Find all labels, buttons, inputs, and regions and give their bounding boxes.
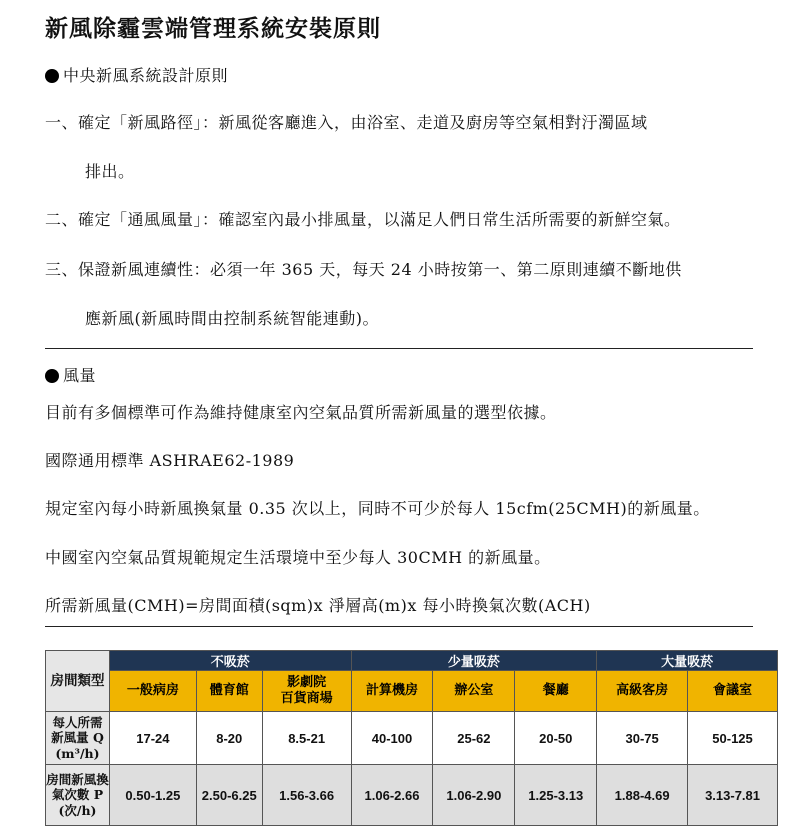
principle-3-cont: 應新風(新風時間由控制系統智能連動)。: [85, 309, 379, 328]
table-cell: 3.13-7.81: [688, 765, 778, 826]
airflow-standard-table: [45, 650, 778, 826]
group-light-smoking: 少量吸菸: [351, 651, 597, 671]
room-header: 計算機房: [351, 671, 433, 712]
room-header: 影劇院 百貨商場: [262, 671, 351, 712]
section1-heading-text: 中央新風系統設計原則: [63, 66, 229, 85]
table-cell: 50-125: [688, 712, 778, 765]
room-header: 高級客房: [597, 671, 688, 712]
ashrae-rule: 規定室內每小時新風換氣量 0.35 次以上，同時不可少於每人 15cfm(25CMH)的新風量。: [45, 499, 710, 518]
table-cell: 30-75: [597, 712, 688, 765]
page-title: 新風除霾雲端管理系統安裝原則: [45, 15, 381, 42]
principle-1: 一、確定「新風路徑」：新風從客廳進入，由浴室、走道及廚房等空氣相對汙濁區域: [45, 113, 648, 132]
table-cell: 1.25-3.13: [515, 765, 597, 826]
ashrae-standard: 國際通用標準 ASHRAE62-1989: [45, 451, 295, 470]
table-cell: 25-62: [433, 712, 515, 765]
room-header: 餐廳: [515, 671, 597, 712]
room-header: 一般病房: [109, 671, 196, 712]
china-rule: 中國室內空氣品質規範規定生活環境中至少每人 30CMH 的新風量。: [45, 548, 551, 567]
table-cell: 8.5-21: [262, 712, 351, 765]
room-header: 會議室: [688, 671, 778, 712]
section1-heading: [45, 63, 228, 86]
table-cell: 2.50-6.25: [196, 765, 262, 826]
row-label-air-changes: 房間新風換 氣次數 P (次/h): [46, 765, 110, 826]
section2-heading: [45, 363, 96, 386]
group-heavy-smoking: 大量吸菸: [597, 651, 778, 671]
principle-1-cont: 排出。: [85, 162, 135, 181]
bullet-icon: [45, 69, 59, 83]
divider: [45, 626, 753, 627]
table-cell: 1.56-3.66: [262, 765, 351, 826]
room-header: 體育館: [196, 671, 262, 712]
table-row: [46, 765, 778, 826]
table-cell: 20-50: [515, 712, 597, 765]
airflow-formula: 所需新風量(CMH)=房間面積(sqm)x 淨層高(m)x 每小時換氣次數(ACH): [45, 596, 591, 615]
divider: [45, 348, 753, 349]
table-cell: 0.50-1.25: [109, 765, 196, 826]
table-cell: 17-24: [109, 712, 196, 765]
principle-3: 三、保證新風連續性：必須一年 365 天，每天 24 小時按第一、第二原則連續不斷地供: [45, 260, 682, 279]
section2-heading-text: 風量: [63, 366, 97, 385]
table-corner: 房間類型: [46, 651, 110, 712]
table-cell: 1.06-2.66: [351, 765, 433, 826]
table-cell: 40-100: [351, 712, 433, 765]
principle-2: 二、確定「通風風量」：確認室內最小排風量，以滿足人們日常生活所需要的新鮮空氣。: [45, 210, 681, 229]
table-cell: 1.06-2.90: [433, 765, 515, 826]
table-row: [46, 712, 778, 765]
table-cell: 1.88-4.69: [597, 765, 688, 826]
room-header: 辦公室: [433, 671, 515, 712]
table-cell: 8-20: [196, 712, 262, 765]
group-no-smoking: 不吸菸: [109, 651, 351, 671]
bullet-icon: [45, 369, 59, 383]
airflow-intro: 目前有多個標準可作為維持健康室內空氣品質所需新風量的選型依據。: [45, 403, 557, 422]
row-label-fresh-air-per-person: 每人所需 新風量 Q (m³/h): [46, 712, 110, 765]
